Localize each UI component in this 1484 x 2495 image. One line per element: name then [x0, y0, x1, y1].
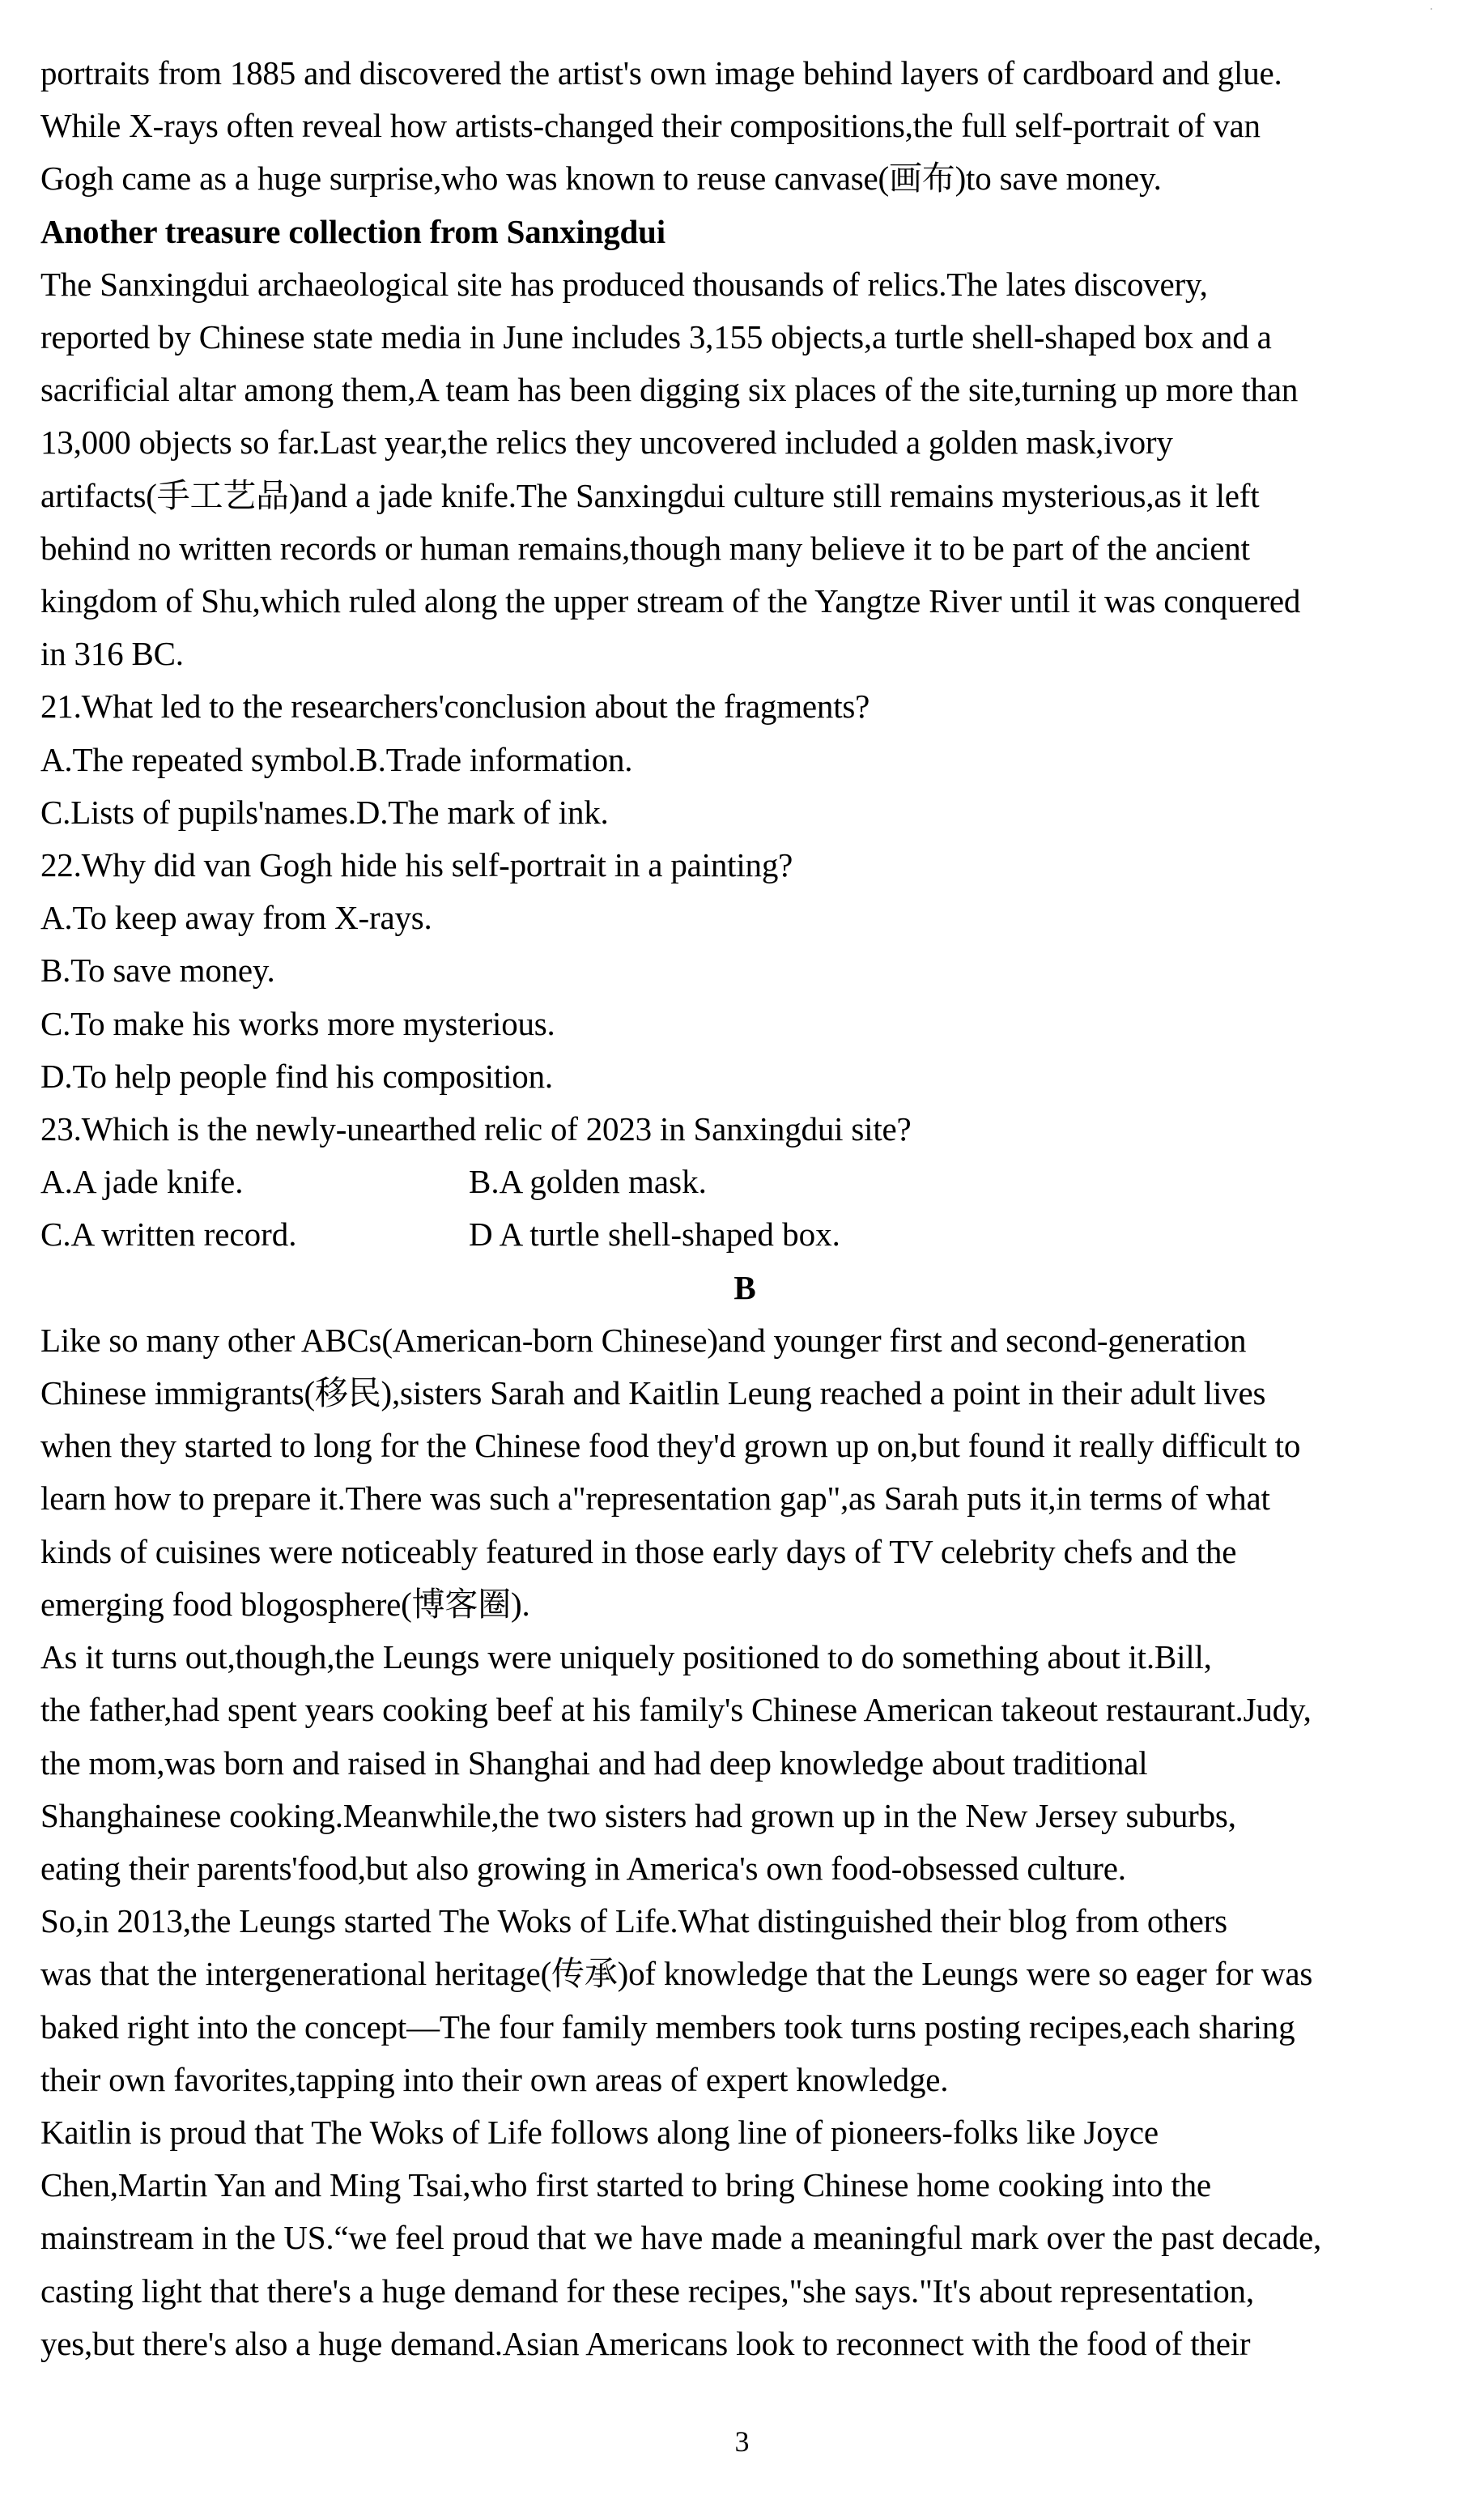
option-d: D A turtle shell-shaped box. [469, 1216, 840, 1254]
corner-mark: · [1429, 1, 1434, 17]
passage-b-paragraph-1 [40, 1314, 1449, 1631]
text-line: behind no written records or human remains,though many believe it to be part of the ancient [40, 529, 1250, 567]
text-line: casting light that there's a huge demand for these recipes,"she says."It's about representation, [40, 2271, 1254, 2310]
option-row [40, 1156, 1449, 1208]
text-line: artifacts(手工艺品)and a jade knife.The Sanxingdui culture still remains mysterious,as it left [40, 476, 1260, 514]
text-line: emerging food blogosphere(博客圈). [40, 1585, 530, 1623]
option-a: A.A jade knife. [40, 1163, 244, 1201]
text-line: Shanghainese cooking.Meanwhile,the two sisters had grown up in the New Jersey suburbs, [40, 1796, 1236, 1834]
text-line: eating their parents'food,but also growing in America's own food-obsessed culture. [40, 1849, 1126, 1887]
passage-b-paragraph-2 [40, 1631, 1449, 1895]
text-line: the father,had spent years cooking beef at his family's Chinese American takeout restaurant.Judy, [40, 1691, 1312, 1729]
text-line: baked right into the concept—The four family members took turns posting recipes,each sharing [40, 2007, 1295, 2046]
text-line: when they started to long for the Chinese food they'd grown up on,but found it really difficult to [40, 1427, 1301, 1465]
question-options: A.The repeated symbol.B.Trade information. [40, 740, 633, 778]
option-c: C.To make his works more mysterious. [40, 1004, 555, 1042]
passage-a-continued [40, 47, 1449, 206]
option-a: A.To keep away from X-rays. [40, 899, 432, 937]
sanxingdui-paragraph [40, 258, 1449, 681]
question-21 [40, 680, 1449, 839]
text-line: their own favorites,tapping into their own areas of expert knowledge. [40, 2060, 949, 2098]
text-line: 13,000 objects so far.Last year,the relics they uncovered included a golden mask,ivory [40, 424, 1173, 462]
text-line: learn how to prepare it.There was such a"representation gap",as Sarah puts it,in terms of what [40, 1480, 1270, 1518]
question-stem: 22.Why did van Gogh hide his self-portrait in a painting? [40, 846, 793, 884]
text-line: sacrificial altar among them,A team has been digging six places of the site,turning up more than [40, 371, 1299, 409]
text-line: As it turns out,though,the Leungs were uniquely positioned to do something about it.Bill, [40, 1638, 1212, 1676]
text-line: While X-rays often reveal how artists-changed their compositions,the full self-portrait of van [40, 107, 1261, 145]
text-line: the mom,was born and raised in Shanghai and had deep knowledge about traditional [40, 1744, 1148, 1782]
option-b: B.To save money. [40, 952, 275, 990]
passage-b-paragraph-3 [40, 1895, 1449, 2106]
passage-b-paragraph-4 [40, 2106, 1449, 2370]
question-23 [40, 1103, 1449, 1262]
page-number: 3 [734, 2425, 750, 2458]
passage-b-label: B [733, 1268, 756, 1306]
question-stem: 23.Which is the newly-unearthed relic of 2023 in Sanxingdui site? [40, 1110, 912, 1148]
option-d: D.To help people find his composition. [40, 1057, 553, 1095]
text-line: in 316 BC. [40, 635, 184, 673]
text-line: Like so many other ABCs(American-born Chinese)and younger first and second-generation [40, 1321, 1247, 1359]
text-line: portraits from 1885 and discovered the artist's own image behind layers of cardboard and glue. [40, 54, 1282, 92]
text-line: was that the intergenerational heritage(传承)of knowledge that the Leungs were so eager for was [40, 1955, 1313, 1993]
text-line: kingdom of Shu,which ruled along the upper stream of the Yangtze River until it was conquered [40, 582, 1301, 620]
text-line: Gogh came as a huge surprise,who was known to reuse canvase(画布)to save money. [40, 160, 1162, 198]
text-line: Chinese immigrants(移民),sisters Sarah and Kaitlin Leung reached a point in their adult lives [40, 1374, 1266, 1412]
text-line: Chen,Martin Yan and Ming Tsai,who first started to bring Chinese home cooking into the [40, 2166, 1211, 2204]
text-line: yes,but there's also a huge demand.Asian Americans look to reconnect with the food of their [40, 2324, 1251, 2362]
document-page [40, 47, 1449, 2370]
section-heading: Another treasure collection from Sanxingdui [40, 212, 665, 250]
option-row [40, 1208, 1449, 1261]
text-line: mainstream in the US.“we feel proud that we have made a meaningful mark over the past decade, [40, 2219, 1322, 2257]
option-b: B.A golden mask. [469, 1163, 707, 1201]
question-stem: 21.What led to the researchers'conclusion about the fragments? [40, 688, 870, 726]
option-c: C.A written record. [40, 1216, 297, 1254]
text-line: The Sanxingdui archaeological site has produced thousands of relics.The lates discovery, [40, 265, 1208, 303]
text-line: reported by Chinese state media in June includes 3,155 objects,a turtle shell-shaped box and a [40, 318, 1272, 356]
text-line: kinds of cuisines were noticeably featured in those early days of TV celebrity chefs and the [40, 1532, 1237, 1570]
question-options: C.Lists of pupils'names.D.The mark of ink. [40, 793, 609, 831]
question-22 [40, 839, 1449, 1103]
text-line: So,in 2013,the Leungs started The Woks of Life.What distinguished their blog from others [40, 1902, 1227, 1940]
text-line: Kaitlin is proud that The Woks of Life follows along line of pioneers-folks like Joyce [40, 2113, 1159, 2151]
